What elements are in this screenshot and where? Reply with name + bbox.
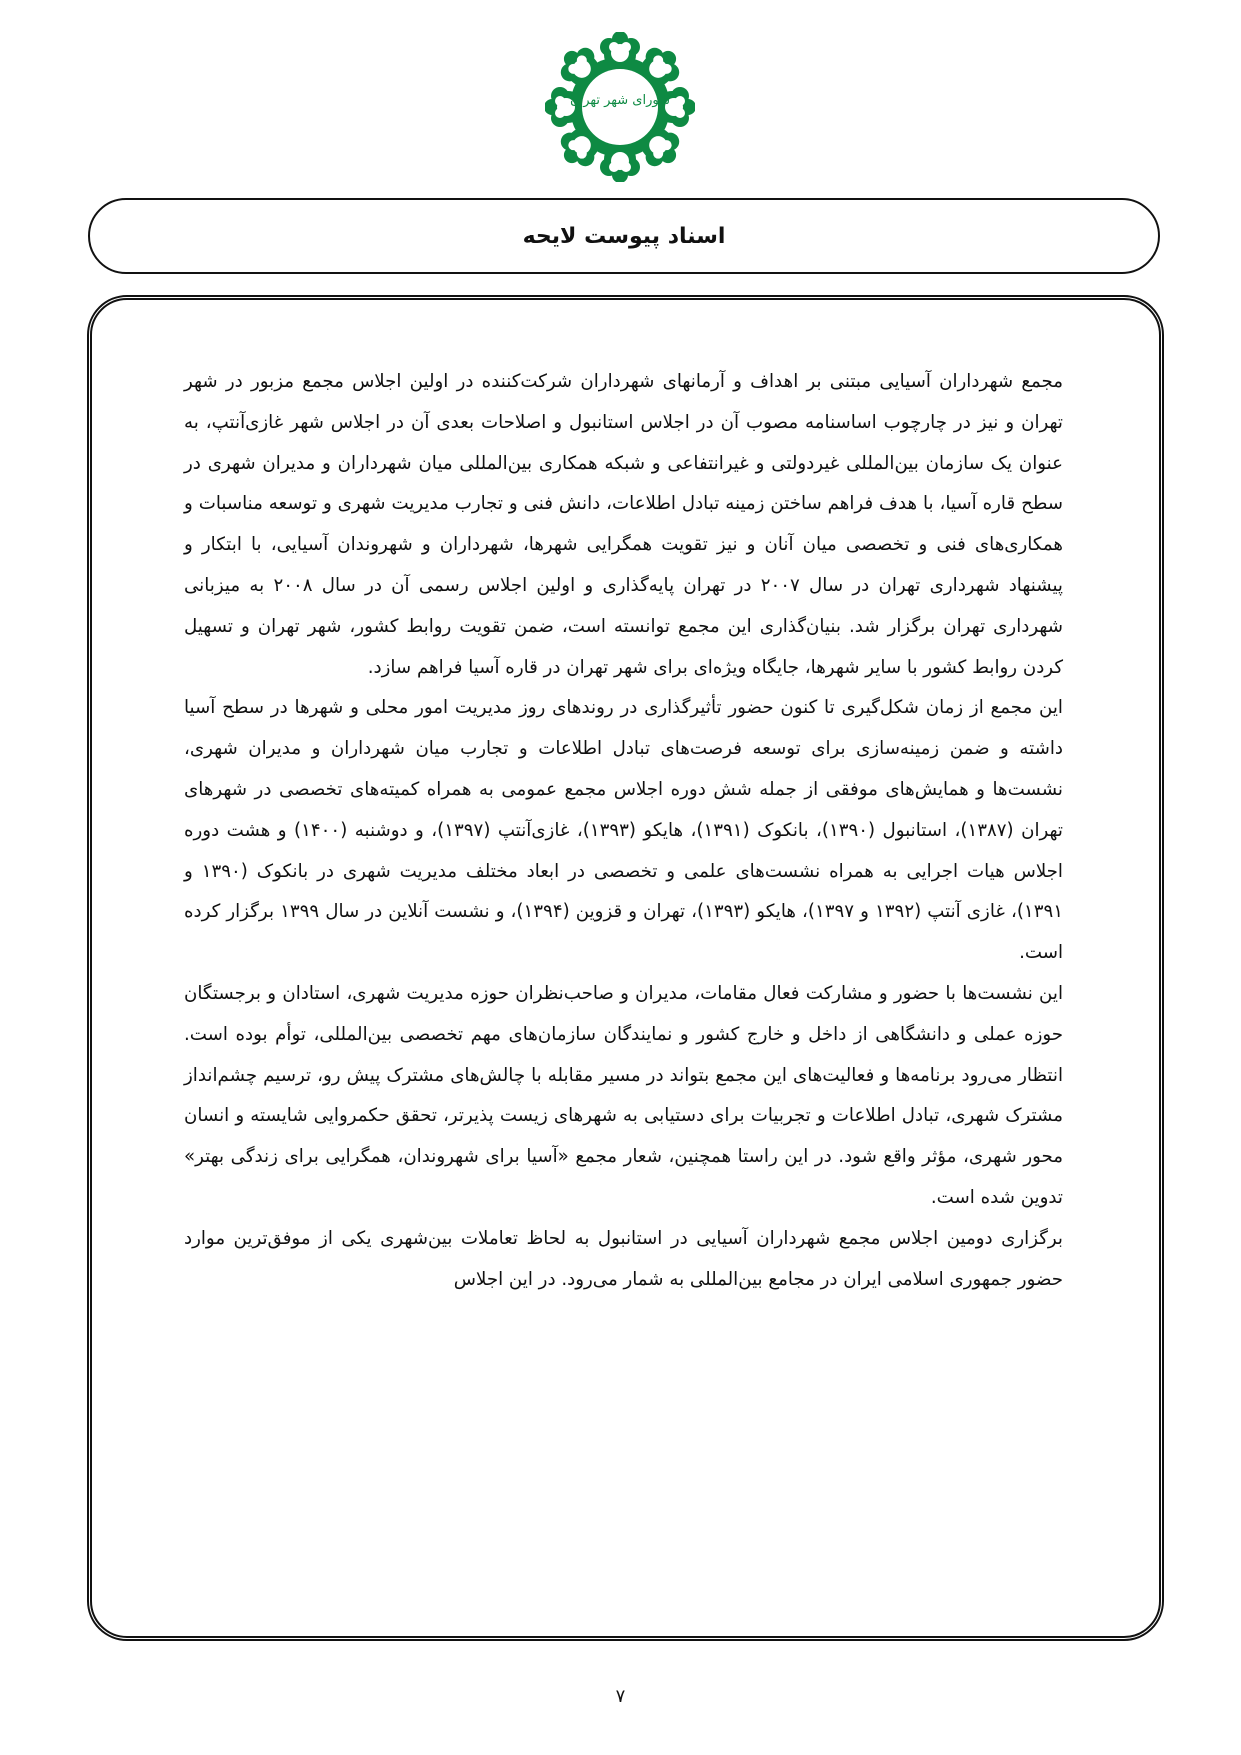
- page-number: ۷: [615, 1686, 626, 1707]
- tehran-city-council-logo: [545, 32, 695, 182]
- logo-calligraphy-text: شورای شهر تهران: [570, 93, 670, 108]
- rosette-emblem-icon: [545, 32, 695, 182]
- title-banner: [88, 198, 1160, 274]
- content-frame: [87, 295, 1164, 1641]
- paragraph-3: این نشست‌ها با حضور و مشارکت فعال مقامات، مدیران و صاحب‌نظران حوزه مدیریت شهری، استادان و برجستگان حوزه عملی و دانشگاهی از داخل و خارج کشور و نمایندگان سازمان‌های مهم تخصصی بین‌المللی، توأم بوده است. انتظار می‌رود برنامه‌ها و فعالیت‌های این مجمع بتواند در مسیر مقابله با چالش‌های مشترک پیش رو، ترسیم چشم‌انداز مشترک شهری، تبادل اطلاعات و تجربیات برای دستیابی به شهرهای زیست پذیرتر، تحقق حکمروایی شایسته و انسان محور شهری، مؤثر واقع شود. در این راستا همچنین، شعار مجمع «آسیا برای شهروندان، همگرایی برای زندگی بهتر» تدوین شده است.: [184, 982, 1063, 1208]
- paragraph-1: مجمع شهرداران آسیایی مبتنی بر اهداف و آرمانهای شهرداران شرکت‌کننده در اولین اجلاس مجمع مزبور در شهر تهران و نیز در چارچوب اساسنامه مصوب آن در اجلاس استانبول و اصلاحات بعدی آن در اجلاس شهر غازی‌آنتپ، به عنوان یک سازمان بین‌المللی غیردولتی و غیرانتفاعی و شبکه همکاری بین‌المللی میان شهرداران و مدیران شهری در سطح قاره آسیا، با هدف فراهم ساختن زمینه تبادل اطلاعات، دانش فنی و تجارب مدیریت شهری و توسعه مناسبات و همکاری‌های فنی و تخصصی میان آنان و نیز تقویت همگرایی شهرها، شهرداران و شهروندان آسیایی، با ابتکار و پیشنهاد شهرداری تهران در سال ۲۰۰۷ در تهران پایه‌گذاری و اولین اجلاس رسمی آن در سال ۲۰۰۸ به میزبانی شهرداری تهران برگزار شد. بنیان‌گذاری این مجمع توانسته است، ضمن تقویت روابط کشور، شهر تهران و تسهیل کردن روابط کشور با سایر شهرها، جایگاه ویژه‌ای برای شهر تهران در قاره آسیا فراهم سازد.: [184, 371, 1063, 678]
- paragraph-2: این مجمع از زمان شکل‌گیری تا کنون حضور تأثیرگذاری در روندهای روز مدیریت امور محلی و شهرها در سطح آسیا داشته و ضمن زمینه‌سازی برای توسعه فرصت‌های تبادل اطلاعات و تجارب میان شهرداران و مدیران شهری، نشست‌ها و همایش‌های موفقی از جمله شش دوره اجلاس مجمع عمومی به همراه کمیته‌های تخصصی در شهرهای تهران (۱۳۸۷)، استانبول (۱۳۹۰)، بانکوک (۱۳۹۱)، هایکو (۱۳۹۳)، غازی‌آنتپ (۱۳۹۷)، و دوشنبه (۱۴۰۰) و هشت دوره اجلاس هیات اجرایی به همراه نشست‌های علمی و تخصصی در ابعاد مختلف مدیریت شهری در بانکوک (۱۳۹۰ و ۱۳۹۱)، غازی آنتپ (۱۳۹۲ و ۱۳۹۷)، هایکو (۱۳۹۳)، تهران و قزوین (۱۳۹۴)، و نشست آنلاین در سال ۱۳۹۹ برگزار کرده است.: [184, 697, 1063, 964]
- paragraph-4: برگزاری دومین اجلاس مجمع شهرداران آسیایی در استانبول به لحاظ تعاملات بین‌شهری یکی از موفق‌ترین موارد حضور جمهوری اسلامی ایران در مجامع بین‌المللی به شمار می‌رود. در این اجلاس: [184, 1227, 1063, 1290]
- document-body: [184, 362, 1063, 1300]
- page-title: اسناد پیوست لایحه: [522, 223, 726, 249]
